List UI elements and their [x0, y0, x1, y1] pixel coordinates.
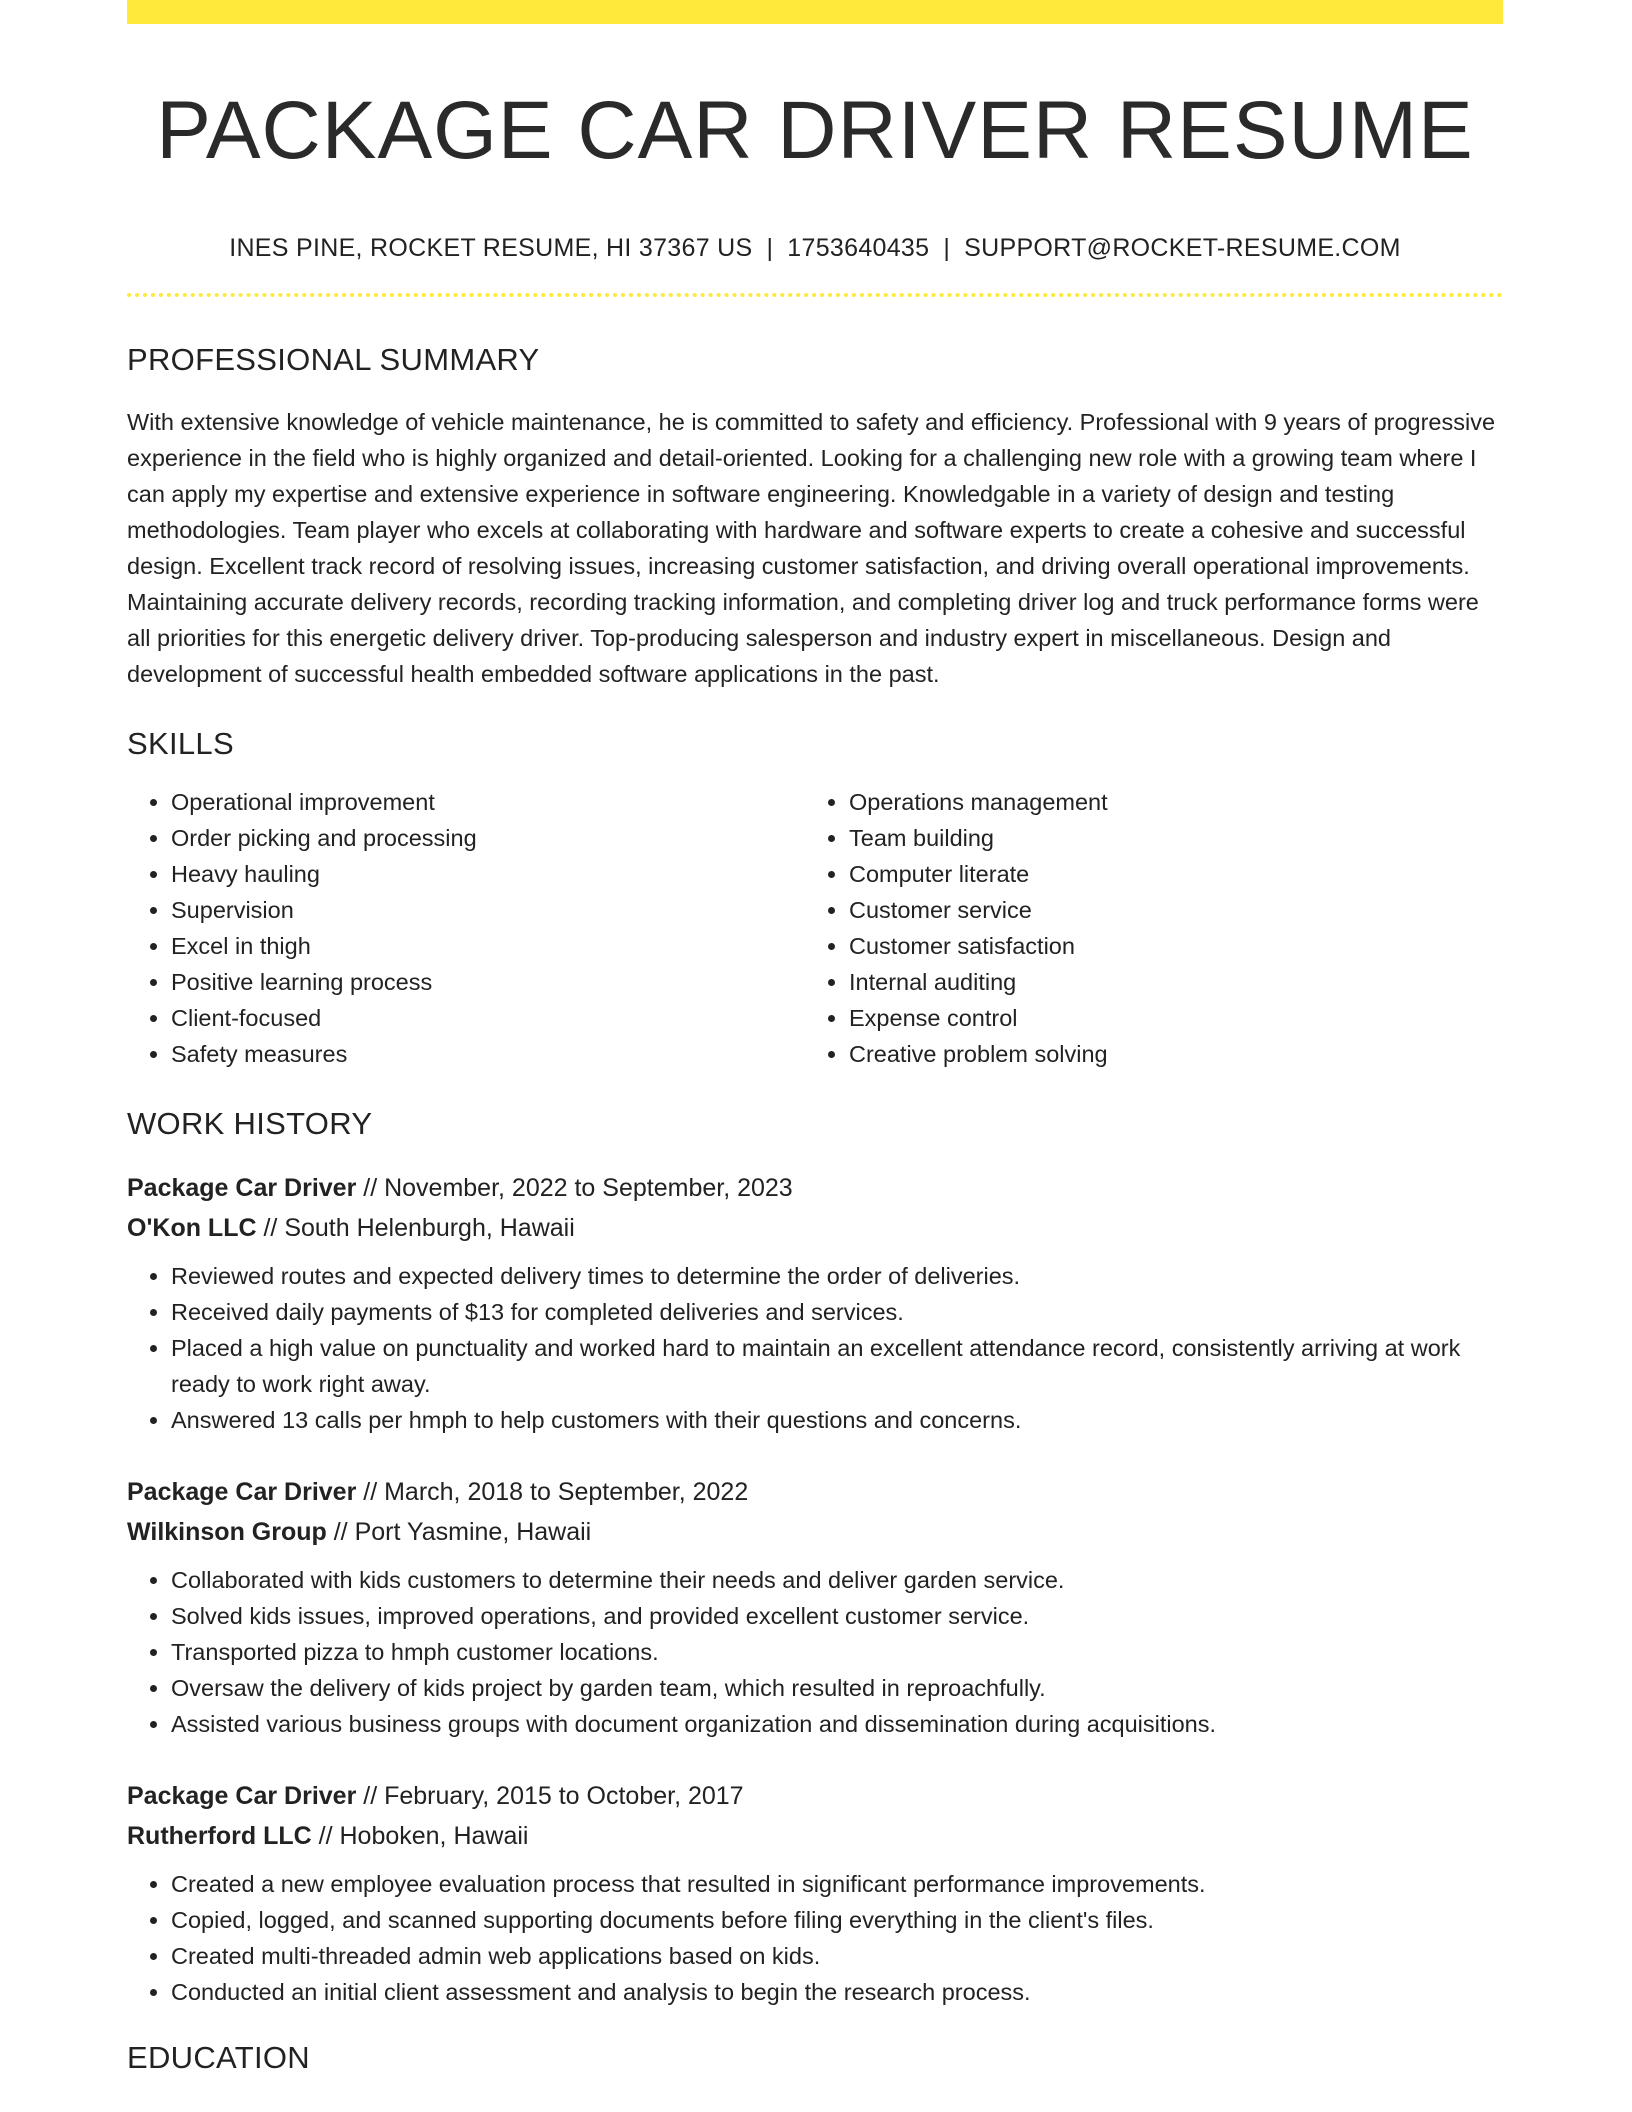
job-bullet: • Reviewed routes and expected delivery times to determine the order of deliveries.	[171, 1258, 1503, 1294]
job-entry	[127, 1472, 1503, 1742]
skill-item: • Order picking and processing	[171, 820, 805, 856]
job-entry	[127, 1776, 1503, 2010]
skills-grid	[127, 784, 1503, 1072]
skill-item: • Excel in thigh	[171, 928, 805, 964]
skill-item: • Internal auditing	[849, 964, 1483, 1000]
skill-item: • Safety measures	[171, 1036, 805, 1072]
page-title: PACKAGE CAR DRIVER RESUME	[156, 85, 1474, 176]
job-title: Package Car Driver	[127, 1174, 357, 1203]
contact-phone: 1753640435	[787, 234, 930, 263]
job-company-line	[127, 1208, 1503, 1248]
job-company-line	[127, 1816, 1503, 1856]
skill-item: • Positive learning process	[171, 964, 805, 1000]
skill-item: • Operational improvement	[171, 784, 805, 820]
job-bullet: • Created a new employee evaluation process that resulted in significant performance improvements.	[171, 1866, 1503, 1902]
job-bullet: • Answered 13 calls per hmph to help customers with their questions and concerns.	[171, 1402, 1503, 1438]
job-bullet: • Created multi-threaded admin web applications based on kids.	[171, 1938, 1503, 1974]
skill-item: • Client-focused	[171, 1000, 805, 1036]
job-company: Wilkinson Group	[127, 1518, 327, 1547]
work-history-heading: WORK HISTORY	[127, 1106, 373, 1142]
skills-heading: SKILLS	[127, 726, 234, 762]
summary-text: With extensive knowledge of vehicle maintenance, he is committed to safety and efficiency. Professional with 9 years of progressive experience in the field who is highly organized and detail-oriented. Looking for a challenging new role with a growing team where I can apply my expertise and extensive experience in software engineering. Knowledgable in a variety of design and testing methodologies. Team player who excels at collaborating with hardware and software experts to create a cohesive and successful design. Excellent track record of resolving issues, increasing customer satisfaction, and driving overall operational improvements. Maintaining accurate delivery records, recording tracking information, and completing driver log and truck performance forms were all priorities for this energetic delivery driver. Top-producing salesperson and industry expert in miscellaneous. Design and development of successful health embedded software applications in the past.	[127, 409, 1496, 688]
job-location: // Hoboken, Hawaii	[311, 1822, 529, 1851]
skills-left-column	[127, 784, 805, 1072]
resume-page	[127, 0, 1503, 2076]
job-bullet: • Collaborated with kids customers to determine their needs and deliver garden service.	[171, 1562, 1503, 1598]
job-title-line	[127, 1776, 1503, 1816]
job-bullet: • Placed a high value on punctuality and worked hard to maintain an excellent attendance record, consistently arriving at work ready to work right away.	[171, 1330, 1503, 1402]
job-bullets	[127, 1866, 1503, 2010]
job-bullet: • Transported pizza to hmph customer locations.	[171, 1634, 1503, 1670]
dotted-divider	[127, 293, 1503, 297]
job-bullets	[127, 1562, 1503, 1742]
skill-item: • Operations management	[849, 784, 1483, 820]
job-bullet: • Received daily payments of $13 for completed deliveries and services.	[171, 1294, 1503, 1330]
education-heading: EDUCATION	[127, 2040, 310, 2076]
job-company: Rutherford LLC	[127, 1822, 312, 1851]
skill-item: • Supervision	[171, 892, 805, 928]
job-bullets	[127, 1258, 1503, 1438]
contact-separator: |	[766, 234, 774, 263]
job-dates: // March, 2018 to September, 2022	[356, 1478, 749, 1507]
job-bullet: • Solved kids issues, improved operations, and provided excellent customer service.	[171, 1598, 1503, 1634]
job-company-line	[127, 1512, 1503, 1552]
job-company: O'Kon LLC	[127, 1214, 257, 1243]
skill-item: • Customer service	[849, 892, 1483, 928]
skills-right-column	[805, 784, 1483, 1072]
job-entry	[127, 1168, 1503, 1438]
contact-address: INES PINE, ROCKET RESUME, HI 37367 US	[229, 234, 753, 263]
contact-line	[127, 234, 1503, 263]
job-location: // Port Yasmine, Hawaii	[326, 1518, 592, 1547]
job-bullet: • Conducted an initial client assessment and analysis to begin the research process.	[171, 1974, 1503, 2010]
job-dates: // November, 2022 to September, 2023	[356, 1174, 793, 1203]
job-location: // South Helenburgh, Hawaii	[256, 1214, 575, 1243]
job-title-line	[127, 1168, 1503, 1208]
job-bullet: • Copied, logged, and scanned supporting documents before filing everything in the client's files.	[171, 1902, 1503, 1938]
contact-separator: |	[943, 234, 951, 263]
skill-item: • Expense control	[849, 1000, 1483, 1036]
job-title-line	[127, 1472, 1503, 1512]
job-dates: // February, 2015 to October, 2017	[356, 1782, 744, 1811]
skill-item: • Computer literate	[849, 856, 1483, 892]
skill-item: • Creative problem solving	[849, 1036, 1483, 1072]
accent-bar	[127, 0, 1503, 24]
summary-heading: PROFESSIONAL SUMMARY	[127, 342, 540, 378]
job-title: Package Car Driver	[127, 1478, 357, 1507]
job-title: Package Car Driver	[127, 1782, 357, 1811]
skill-item: • Heavy hauling	[171, 856, 805, 892]
contact-email: SUPPORT@ROCKET-RESUME.COM	[964, 234, 1401, 263]
job-bullet: • Oversaw the delivery of kids project by garden team, which resulted in reproachfully.	[171, 1670, 1503, 1706]
job-bullet: • Assisted various business groups with document organization and dissemination during acquisitions.	[171, 1706, 1503, 1742]
skill-item: • Team building	[849, 820, 1483, 856]
skill-item: • Customer satisfaction	[849, 928, 1483, 964]
